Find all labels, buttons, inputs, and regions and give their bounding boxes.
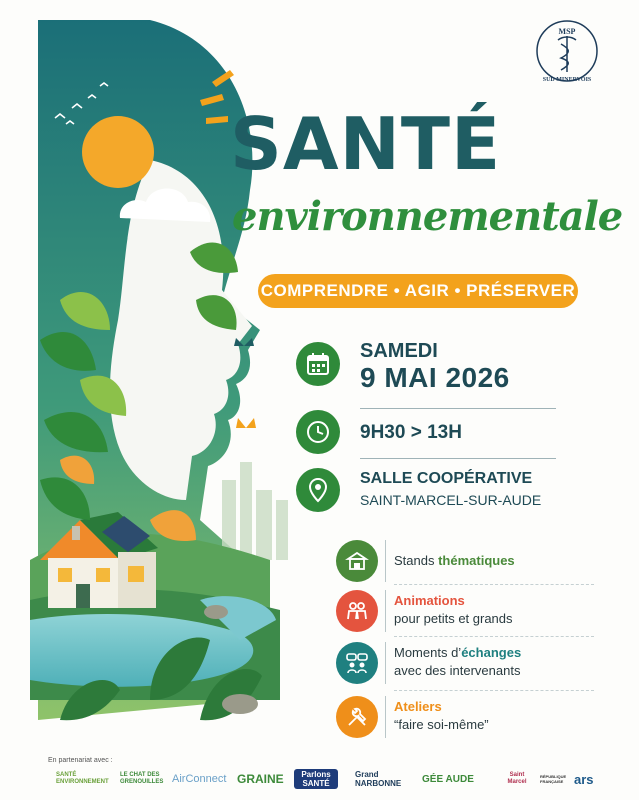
calendar-icon xyxy=(296,342,340,386)
feature-workshops xyxy=(336,694,560,742)
msp-sud-minervois-logo xyxy=(528,14,606,88)
event-time-row xyxy=(296,410,556,454)
divider xyxy=(394,584,594,585)
partner-logo: GÉE AUDE xyxy=(422,773,474,785)
divider xyxy=(394,636,594,637)
family-icon xyxy=(336,590,378,632)
page-title: SANTÉ xyxy=(230,102,502,186)
event-date: 9 MAI 2026 xyxy=(360,362,510,393)
partner-logo: SANTÉ ENVIRONNEMENT xyxy=(56,772,109,785)
partner-logo: ars xyxy=(574,771,594,787)
feature-stands xyxy=(336,538,560,586)
clock-icon xyxy=(296,410,340,454)
partners-label: En partenariat avec : xyxy=(48,757,113,764)
event-date-row xyxy=(296,340,556,400)
divider xyxy=(394,690,594,691)
feature-exchanges xyxy=(336,640,560,688)
partner-logo: GRAINE xyxy=(237,772,284,786)
partner-logos xyxy=(40,764,620,794)
partner-logo: Saint Marcel xyxy=(507,772,527,785)
divider xyxy=(385,590,386,632)
partner-logo: AirConnect xyxy=(172,773,227,785)
feature-exchanges-label: Moments d’échanges avec des intervenants xyxy=(394,645,522,678)
event-time: 9H30 > 13H xyxy=(360,422,462,443)
divider xyxy=(385,540,386,582)
partner-logo: RÉPUBLIQUE FRANÇAISE xyxy=(540,774,567,784)
people-talking-icon xyxy=(336,642,378,684)
divider xyxy=(360,408,556,409)
page-subtitle: environnementale xyxy=(232,193,623,240)
tools-icon xyxy=(336,696,378,738)
feature-animations-label: Animations pour petits et grands xyxy=(394,593,513,626)
partner-logo: LE CHAT DES GRENOUILLES xyxy=(120,772,164,785)
divider xyxy=(360,458,556,459)
partner-logo: Parlons SANTÉ xyxy=(294,769,338,789)
svg-text:SUD MINERVOIS: SUD MINERVOIS xyxy=(542,77,592,83)
event-town: SAINT-MARCEL-SUR-AUDE xyxy=(360,492,542,508)
event-day: SAMEDI xyxy=(360,340,438,362)
event-venue: SALLE COOPÉRATIVE xyxy=(360,470,533,487)
divider xyxy=(385,696,386,738)
location-pin-icon xyxy=(296,468,340,512)
feature-workshops-label: Ateliers “faire soi-même” xyxy=(394,699,489,732)
tagline-badge: COMPRENDRE • AGIR • PRÉSERVER xyxy=(258,274,578,308)
partner-logo: Grand NARBONNE xyxy=(355,770,402,788)
feature-animations xyxy=(336,588,560,636)
svg-text:MSP: MSP xyxy=(558,27,576,36)
divider xyxy=(385,642,386,684)
feature-stands-label: Stands thématiques xyxy=(394,553,515,568)
event-venue-row xyxy=(296,464,556,516)
market-stand-icon xyxy=(336,540,378,582)
